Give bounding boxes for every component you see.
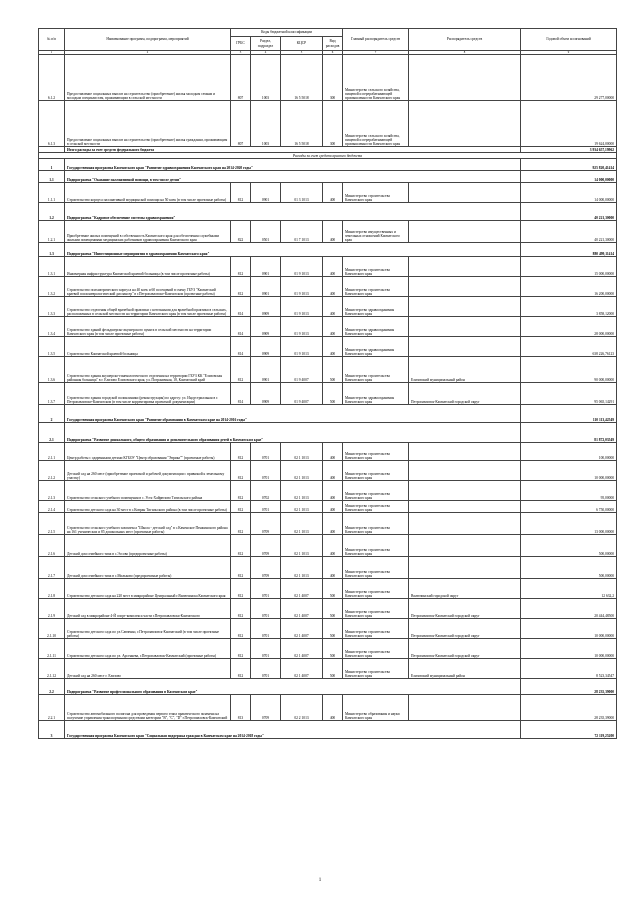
row-razdel: 0709 xyxy=(251,513,281,535)
row-ksr: 01 9 4007 xyxy=(281,357,323,383)
row-title: Детский дом семейного типа в с.Эссово (предпроектные работы) xyxy=(65,535,231,557)
row-number: 2.1.3 xyxy=(39,481,65,501)
row-grbs: 812 xyxy=(231,501,251,513)
row-number: 2.1.7 xyxy=(39,557,65,579)
document-page xyxy=(38,28,616,739)
row-sum: 100,00000 xyxy=(521,443,617,461)
row-sum: 13 000,00000 xyxy=(521,513,617,535)
row-recipient xyxy=(409,695,521,721)
row-razdel: 0909 xyxy=(251,383,281,405)
row-ksr: 02 1 4007 xyxy=(281,659,323,679)
row-grbs: 807 xyxy=(231,101,251,147)
row-grbs: 814 xyxy=(231,317,251,337)
header-annual: Годовой объем ассигнований xyxy=(521,29,617,51)
row-recipient: Петропавловск-Камчатский городской округ xyxy=(409,383,521,405)
row-kvr: 400 xyxy=(323,513,343,535)
row-kvr: 300 xyxy=(323,55,343,101)
row-razdel: 0701 xyxy=(251,619,281,639)
row-ksr: 01 9 4007 xyxy=(281,383,323,405)
table-row xyxy=(39,243,617,257)
row-sum: 28 235,39000 xyxy=(521,695,617,721)
row-number: 2.1.9 xyxy=(39,599,65,619)
row-grbs: 814 xyxy=(231,383,251,405)
row-main-admin: Министерство здравоохранения Камчатского края xyxy=(343,337,409,357)
row-grbs: 807 xyxy=(231,55,251,101)
row-sum: 28 000,00000 xyxy=(521,317,617,337)
row-recipient xyxy=(409,535,521,557)
row-sum: 40 221,30000 xyxy=(521,203,617,221)
row-kvr: 500 xyxy=(323,639,343,659)
row-grbs: 812 xyxy=(231,481,251,501)
row-grbs: 814 xyxy=(231,337,251,357)
header-ksr: КЦСР xyxy=(281,37,323,51)
table-row xyxy=(39,257,617,277)
row-main-admin: Министерство здравоохранения Камчатского края xyxy=(343,317,409,337)
col-index: 9 xyxy=(521,51,617,55)
table-row xyxy=(39,171,617,183)
table-body xyxy=(39,55,617,739)
row-ksr: 02 1 1013 xyxy=(281,443,323,461)
row-number: 1.1.1 xyxy=(39,183,65,203)
row-main-admin: Министерство имущественных и земельных отношений Камчатского края xyxy=(343,221,409,243)
row-title: Строительство здания городской поликлиники (реконструкция) по адресу: ул. Индустриальная в г. Петропавловске-Камчатском (в том числе корректировка проектной документации) xyxy=(65,383,231,405)
row-ksr: 02 1 1013 xyxy=(281,461,323,481)
row-razdel: 1003 xyxy=(251,55,281,101)
row-grbs: 812 xyxy=(231,183,251,203)
row-title: Строительство сельского учебного комплекса "Школа - детский сад" в с.Каменское Пенжинского района на 161 ученических и 85 дошкольных мест (проектные работы) xyxy=(65,513,231,535)
header-grbs: ГРБС xyxy=(231,37,251,51)
row-sum: 638 226,76123 xyxy=(521,337,617,357)
row-sum: 6 750,00000 xyxy=(521,501,617,513)
header-kvr: Вид расходов xyxy=(323,37,343,51)
table-row xyxy=(39,557,617,579)
row-ksr: 01 9 1013 xyxy=(281,317,323,337)
row-kvr: 400 xyxy=(323,535,343,557)
row-grbs: 822 xyxy=(231,221,251,243)
table-row xyxy=(39,443,617,461)
row-sum: 10 000,00000 xyxy=(521,619,617,639)
header-recipient: Распорядитель средств xyxy=(409,29,521,51)
row-razdel: 0901 xyxy=(251,277,281,297)
table-row xyxy=(39,501,617,513)
row-number: 2.2.1 xyxy=(39,695,65,721)
row-main-admin: Министерство строительства Камчатского края xyxy=(343,443,409,461)
row-main-admin: Министерство строительства Камчатского края xyxy=(343,557,409,579)
row-title: Приобретение жилых помещений в собственность Камчатского края для обеспечения служебными жилыми помещениями медицинских работников здравоохранения Камчатского края xyxy=(65,221,231,243)
row-ksr: 02 1 1013 xyxy=(281,535,323,557)
row-number: 1.1 xyxy=(39,171,65,183)
table-row xyxy=(39,679,617,695)
table-row xyxy=(39,599,617,619)
row-number: 2.1.2 xyxy=(39,461,65,481)
row-title: Государственная программа Камчатского края "Развитие образования в Камчатском крае на 2014-2016 годы" xyxy=(65,405,521,423)
row-number: 1 xyxy=(39,159,65,171)
row-sum: 81 872,03549 xyxy=(521,423,617,443)
row-kvr: 500 xyxy=(323,357,343,383)
table-row xyxy=(39,405,617,423)
header-group: Коды бюджетной классификации xyxy=(231,29,343,37)
row-razdel: 0701 xyxy=(251,639,281,659)
row-main-admin: Министерство строительства Камчатского края xyxy=(343,481,409,501)
row-grbs: 812 xyxy=(231,557,251,579)
row-grbs: 812 xyxy=(231,579,251,599)
table-row xyxy=(39,101,617,147)
row-main-admin: Министерство здравоохранения Камчатского края xyxy=(343,383,409,405)
row-title: Предоставление социальных выплат на строительство (приобретение) жилья молодым семьям и молодым специалистам, проживающим в сельской местности xyxy=(65,55,231,101)
row-kvr: 500 xyxy=(323,619,343,639)
row-kvr: 400 xyxy=(323,337,343,357)
row-ksr: 02 1 1013 xyxy=(281,481,323,501)
table-row xyxy=(39,513,617,535)
table-row xyxy=(39,317,617,337)
row-title: Детский дом семейного типа в с.Мильково (предпроектные работы) xyxy=(65,557,231,579)
col-index: 5 xyxy=(281,51,323,55)
row-number: 6.1.2 xyxy=(39,55,65,101)
row-sum: 14 000,00000 xyxy=(521,171,617,183)
row-grbs: 812 xyxy=(231,639,251,659)
row-recipient xyxy=(409,501,521,513)
section-caption: Расходы за счет средств краевого бюджета xyxy=(39,153,617,159)
row-title: Строительство детского сада на 30 мест в с.Ковран Тигильского района (в том числе проектные работы) xyxy=(65,501,231,513)
row-main-admin: Министерство строительства Камчатского края xyxy=(343,599,409,619)
row-sum: 12 632,2 xyxy=(521,579,617,599)
col-index: 3 xyxy=(231,51,251,55)
row-title: Подпрограмма "Развитие профессионального образования в Камчатском крае" xyxy=(65,679,521,695)
row-ksr: 02 1 4007 xyxy=(281,619,323,639)
row-razdel: 0909 xyxy=(251,317,281,337)
row-main-admin: Министерство здравоохранения Камчатского края xyxy=(343,297,409,317)
row-sum: 15 000,00000 xyxy=(521,257,617,277)
row-recipient: Петропавловск-Камчатский городской округ xyxy=(409,619,521,639)
row-title: Строительство корпуса паллиативной медицинской помощи на 50 коек (в том числе проектные работы) xyxy=(65,183,231,203)
row-kvr: 400 xyxy=(323,501,343,513)
row-title: Детский сад на 260 мест г. Елизово xyxy=(65,659,231,679)
row-recipient xyxy=(409,257,521,277)
table-row xyxy=(39,159,617,171)
row-razdel: 0901 xyxy=(251,357,281,383)
table-row xyxy=(39,721,617,739)
row-title: Строительство детского сада по ул. Арсеньева, г.Петропавловск-Камчатский (проектные работы) xyxy=(65,639,231,659)
row-main-admin: Министерство строительства Камчатского края xyxy=(343,183,409,203)
row-sum: 925 820,41414 xyxy=(521,159,617,171)
header-razdel: Раздел, подраздел xyxy=(251,37,281,51)
row-ksr: 02 1 1013 xyxy=(281,501,323,513)
row-title: Детский сад в микрорайоне 4-Й спорт-комплекса части г.Петропавловска-Камчатского xyxy=(65,599,231,619)
row-main-admin: Министерство строительства Камчатского края xyxy=(343,501,409,513)
table-row xyxy=(39,383,617,405)
row-main-admin: Министерство строительства Камчатского края xyxy=(343,659,409,679)
table-row xyxy=(39,203,617,221)
row-sum: 29 277,00000 xyxy=(521,55,617,101)
row-title: Центр работы с одаренными детьми КГБОУ "Центр образования "Эврика"" (проектные работы) xyxy=(65,443,231,461)
row-title: Строительство сельского учебного помещения в с. Усть-Хайрюзово Тигильского района xyxy=(65,481,231,501)
table-row xyxy=(39,481,617,501)
row-grbs: 812 xyxy=(231,619,251,639)
row-title: Подпрограмма "Развитие дошкольного, общего образования и дополнительного образования детей в Камчатском крае" xyxy=(65,423,521,443)
row-razdel: 0701 xyxy=(251,443,281,461)
row-kvr: 400 xyxy=(323,297,343,317)
row-recipient: Петропавловск-Камчатский городской округ xyxy=(409,639,521,659)
row-main-admin: Министерство образования и науки Камчатского края xyxy=(343,695,409,721)
row-kvr: 500 xyxy=(323,659,343,679)
row-razdel: 0701 xyxy=(251,579,281,599)
row-number: 2.1.5 xyxy=(39,513,65,535)
row-title: Подпрограмма "Оказание паллиативной помощи, в том числе детям" xyxy=(65,171,521,183)
row-grbs: 813 xyxy=(231,695,251,721)
row-recipient xyxy=(409,183,521,203)
row-number: 1.3.3 xyxy=(39,297,65,317)
row-kvr: 400 xyxy=(323,257,343,277)
row-number: 2.1 xyxy=(39,423,65,443)
row-title: Строительство психиатрического корпуса на 40 коек и 60 посещений в смену ГБУЗ "Камчатский краевой психоневрологический диспансер" в г.Петропавловске-Камчатском (проектные работы) xyxy=(65,277,231,297)
row-number: 2.2 xyxy=(39,679,65,695)
row-razdel: 0909 xyxy=(251,337,281,357)
budget-table xyxy=(38,28,617,739)
row-title: Предоставление социальных выплат на строительство (приобретение) жилья гражданам, проживающим в сельской местности xyxy=(65,101,231,147)
header-num: № п/п xyxy=(39,29,65,51)
row-ksr: 02 2 1013 xyxy=(281,695,323,721)
row-razdel: 0709 xyxy=(251,557,281,579)
row-number: 2.1.6 xyxy=(39,535,65,557)
row-main-admin: Министерство строительства Камчатского края xyxy=(343,639,409,659)
table-row xyxy=(39,619,617,639)
row-main-admin: Министерство сельского хозяйства, пищевой и перерабатывающей промышленности Камчатского края xyxy=(343,101,409,147)
row-sum: 95,00000 xyxy=(521,481,617,501)
row-kvr: 400 xyxy=(323,317,343,337)
row-sum: 72 119,25200 xyxy=(521,721,617,739)
row-recipient: Петропавловск-Камчатский городской округ xyxy=(409,599,521,619)
row-main-admin: Министерство строительства Камчатского края xyxy=(343,461,409,481)
row-number: 1.3.1 xyxy=(39,257,65,277)
row-razdel: 0701 xyxy=(251,599,281,619)
row-sum: 10 000,00000 xyxy=(521,461,617,481)
row-recipient xyxy=(409,481,521,501)
table-row xyxy=(39,695,617,721)
row-kvr: 400 xyxy=(323,557,343,579)
row-ksr: 01 9 1013 xyxy=(281,297,323,317)
row-title: Подпрограмма "Инвестиционные мероприятия в здравоохранении Камчатского края" xyxy=(65,243,521,257)
row-sum: 40 221,30000 xyxy=(521,221,617,243)
row-ksr: 16 5 5018 xyxy=(281,101,323,147)
row-razdel: 0701 xyxy=(251,461,281,481)
row-title: Государственная программа Камчатского края "Социальная поддержка граждан в Камчатском крае на 2014-2018 годы" xyxy=(65,721,521,739)
row-grbs: 812 xyxy=(231,443,251,461)
row-recipient xyxy=(409,101,521,147)
row-kvr: 300 xyxy=(323,101,343,147)
col-index: 4 xyxy=(251,51,281,55)
row-number: 1.2.1 xyxy=(39,221,65,243)
row-ksr: 02 1 1013 xyxy=(281,557,323,579)
row-title: Подпрограмма "Кадровое обеспечение системы здравоохранения" xyxy=(65,203,521,221)
row-number: 1.3 xyxy=(39,243,65,257)
row-kvr: 400 xyxy=(323,277,343,297)
row-main-admin: Министерство строительства Камчатского края xyxy=(343,619,409,639)
row-sum: 880 499,11414 xyxy=(521,243,617,257)
row-razdel: 0702 xyxy=(251,481,281,501)
row-title: Детский сад на 260 мест (приобретение проектной и рабочей документации с привязкой к земельному участку) xyxy=(65,461,231,481)
row-recipient xyxy=(409,513,521,535)
row-kvr: 500 xyxy=(323,579,343,599)
table-row xyxy=(39,297,617,317)
row-number: 2.1.1 xyxy=(39,443,65,461)
row-sum: 95 065,14291 xyxy=(521,383,617,405)
row-sum: 3 934 657,19962 xyxy=(521,147,617,153)
table-row xyxy=(39,357,617,383)
row-grbs: 812 xyxy=(231,599,251,619)
table-row xyxy=(39,461,617,481)
row-ksr: 01 9 1013 xyxy=(281,277,323,297)
row-title: Строительство отделения общей врачебной практики с котельными для врачебной практики в сельских, расположенных в сельской местности на территории Камчатского края (в том числе проектные работы) xyxy=(65,297,231,317)
row-ksr: 01 9 1013 xyxy=(281,337,323,357)
row-main-admin: Министерство сельского хозяйства, пищевой и перерабатывающей промышленности Камчатского края xyxy=(343,55,409,101)
row-main-admin: Министерство строительства Камчатского края xyxy=(343,357,409,383)
table-row xyxy=(39,277,617,297)
row-ksr: 02 1 4007 xyxy=(281,599,323,619)
row-sum: 19 624,00000 xyxy=(521,101,617,147)
row-recipient xyxy=(409,443,521,461)
col-index: 7 xyxy=(343,51,409,55)
row-title: Итого расходы за счет средств федерального бюджета xyxy=(65,147,521,153)
row-recipient: Елизовский муниципальный район xyxy=(409,357,521,383)
row-number: 1.2 xyxy=(39,203,65,221)
row-razdel: 0709 xyxy=(251,535,281,557)
row-title: Строительство детского сада по ул.Савченко, г.Петропавловск-Камчатский (в том числе проектные работы) xyxy=(65,619,231,639)
header-name: Наименование программ, подпрограмм, мероприятий xyxy=(65,29,231,51)
page-number: 1 xyxy=(318,878,322,883)
row-main-admin: Министерство строительства Камчатского края xyxy=(343,579,409,599)
row-number: 2.1.8 xyxy=(39,579,65,599)
row-ksr: 02 1 4007 xyxy=(281,579,323,599)
row-title: Строительство детского сада на 220 мест в микрорайоне Центральный г.Вилючинска Камчатского края xyxy=(65,579,231,599)
row-title: Строительство автомобильного полигона для проведения первого этапа практического экзамена на получение управления транспортными средствами категории "В", "С", "D" г.Петропавловск-Камчатский xyxy=(65,695,231,721)
row-razdel: 0701 xyxy=(251,501,281,513)
row-ksr: 01 7 1013 xyxy=(281,221,323,243)
row-sum: 10 000,00000 xyxy=(521,639,617,659)
row-kvr: 500 xyxy=(323,383,343,405)
row-sum: 20 444,48500 xyxy=(521,599,617,619)
row-ksr: 16 5 5018 xyxy=(281,55,323,101)
row-title: Строительство Камчатской краевой больницы xyxy=(65,337,231,357)
row-sum: 14 000,00000 xyxy=(521,183,617,203)
col-index: 2 xyxy=(65,51,231,55)
row-main-admin: Министерство строительства Камчатского края xyxy=(343,513,409,535)
row-grbs: 812 xyxy=(231,357,251,383)
row-razdel: 0501 xyxy=(251,221,281,243)
row-recipient xyxy=(409,461,521,481)
row-sum: 500,00000 xyxy=(521,557,617,579)
table-row xyxy=(39,579,617,599)
row-ksr: 02 1 4007 xyxy=(281,639,323,659)
row-razdel: 0901 xyxy=(251,257,281,277)
row-number: 1.3.6 xyxy=(39,357,65,383)
table-row xyxy=(39,423,617,443)
col-index: 6 xyxy=(323,51,343,55)
row-title: Инженерная инфраструктура Камчатской краевой больницы (в том числе проектные работы) xyxy=(65,257,231,277)
row-grbs: 812 xyxy=(231,461,251,481)
row-kvr: 400 xyxy=(323,481,343,501)
row-recipient: Вилючинский городской округ xyxy=(409,579,521,599)
row-sum: 90 000,00000 xyxy=(521,357,617,383)
row-main-admin: Министерство строительства Камчатского края xyxy=(343,257,409,277)
table-row xyxy=(39,183,617,203)
row-razdel: 0909 xyxy=(251,297,281,317)
table-row xyxy=(39,535,617,557)
row-recipient xyxy=(409,55,521,101)
row-kvr: 400 xyxy=(323,221,343,243)
row-grbs: 812 xyxy=(231,535,251,557)
row-razdel: 0701 xyxy=(251,659,281,679)
row-grbs: 812 xyxy=(231,257,251,277)
table-row xyxy=(39,337,617,357)
table-row xyxy=(39,659,617,679)
row-recipient xyxy=(409,557,521,579)
row-recipient xyxy=(409,297,521,317)
row-razdel: 0901 xyxy=(251,183,281,203)
row-number: 1.3.5 xyxy=(39,337,65,357)
table-row xyxy=(39,639,617,659)
col-index: 1 xyxy=(39,51,65,55)
table-row xyxy=(39,221,617,243)
row-number: 6.1.3 xyxy=(39,101,65,147)
row-sum: 3 858,12000 xyxy=(521,297,617,317)
table-row xyxy=(39,55,617,101)
row-sum: 110 113,42549 xyxy=(521,405,617,423)
row-grbs: 814 xyxy=(231,297,251,317)
row-kvr: 500 xyxy=(323,599,343,619)
row-recipient xyxy=(409,337,521,357)
row-number: 1.3.2 xyxy=(39,277,65,297)
row-title: Строительство здания акушерско-гинекологического отделения на территории ГБУЗ КК "Елизовская районная больница" в г. Елизово Елизовского края, ул. Пограничная, 18, Камчатский край xyxy=(65,357,231,383)
row-recipient xyxy=(409,221,521,243)
row-recipient: Елизовский муниципальный район xyxy=(409,659,521,679)
row-ksr: 01 9 1013 xyxy=(281,257,323,277)
row-razdel: 1003 xyxy=(251,101,281,147)
row-title: Строительство зданий фельдшерско-акушерского пункта в сельской местности на территории Камчатского края (в том числе проектные работы) xyxy=(65,317,231,337)
row-sum: 28 235,39000 xyxy=(521,679,617,695)
row-number: 2.1.4 xyxy=(39,501,65,513)
row-number: 1.3.7 xyxy=(39,383,65,405)
row-recipient xyxy=(409,277,521,297)
row-sum: 500,00000 xyxy=(521,535,617,557)
row-number: 2.1.12 xyxy=(39,659,65,679)
row-main-admin: Министерство строительства Камчатского края xyxy=(343,277,409,297)
header-main-admin: Главный распорядитель средств xyxy=(343,29,409,51)
row-number: 2 xyxy=(39,405,65,423)
row-number: 1.3.4 xyxy=(39,317,65,337)
row-recipient xyxy=(409,317,521,337)
row-main-admin: Министерство строительства Камчатского края xyxy=(343,535,409,557)
row-sum: 16 200,00000 xyxy=(521,277,617,297)
row-title: Государственная программа Камчатского края "Развитие здравоохранения Камчатского края на 2014-2020 годы" xyxy=(65,159,521,171)
row-number: 2.1.10 xyxy=(39,619,65,639)
row-number: 2.1.11 xyxy=(39,639,65,659)
col-index: 8 xyxy=(409,51,521,55)
row-number: 3 xyxy=(39,721,65,739)
row-kvr: 400 xyxy=(323,461,343,481)
row-grbs: 812 xyxy=(231,277,251,297)
row-ksr: 01 3 1013 xyxy=(281,183,323,203)
row-kvr: 400 xyxy=(323,183,343,203)
row-razdel: 0709 xyxy=(251,695,281,721)
row-grbs: 812 xyxy=(231,513,251,535)
row-kvr: 400 xyxy=(323,695,343,721)
row-ksr: 02 1 1013 xyxy=(281,513,323,535)
row-grbs: 812 xyxy=(231,659,251,679)
row-kvr: 400 xyxy=(323,443,343,461)
row-sum: 8 523,34547 xyxy=(521,659,617,679)
